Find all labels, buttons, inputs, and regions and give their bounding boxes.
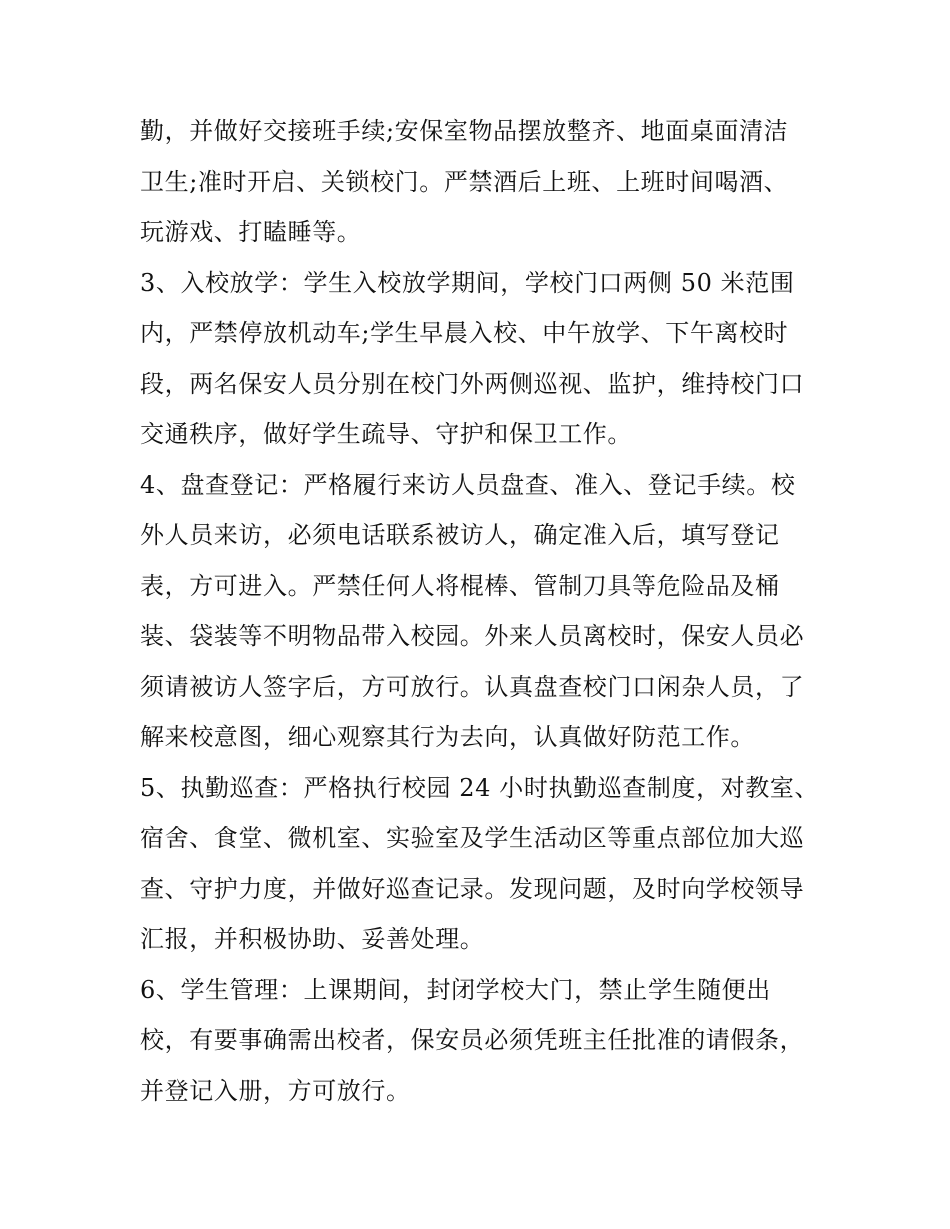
text-line: 卫生;准时开启、关锁校门。严禁酒后上班、上班时间喝酒、: [140, 167, 789, 196]
text-line: 解来校意图，细心观察其行为去向，认真做好防范工作。: [140, 723, 755, 751]
text-line: 段，两名保安人员分别在校门外两侧巡视、监护，维持校门口: [140, 369, 805, 398]
text-line: 勤，并做好交接班手续;安保室物品摆放整齐、地面桌面清洁: [140, 117, 789, 145]
text-line: 须请被访人签字后，方可放行。认真盘查校门口闲杂人员，了: [140, 672, 805, 701]
text-line: 5、执勤巡查：严格执行校园 24 小时执勤巡查制度，对教室、: [140, 773, 820, 802]
text-line: 4、盘查登记：严格履行来访人员盘查、准入、登记手续。校: [140, 470, 796, 499]
text-line: 汇报，并积极协助、妥善处理。: [140, 925, 485, 953]
text-line: 并登记入册，方可放行。: [140, 1076, 411, 1105]
text-line: 内，严禁停放机动车;学生早晨入校、中午放学、下午离校时: [140, 319, 789, 347]
text-line: 校，有要事确需出校者，保安员必须凭班主任批准的请假条，: [140, 1026, 805, 1054]
text-line: 宿舍、食堂、微机室、实验室及学生活动区等重点部位加大巡: [140, 824, 805, 852]
text-line: 外人员来访，必须电话联系被访人，确定准入后，填写登记: [140, 521, 780, 549]
text-line: 查、守护力度，并做好巡查记录。发现问题，及时向学校领导: [140, 874, 805, 903]
text-line: 6、学生管理：上课期间，封闭学校大门，禁止学生随便出: [140, 975, 771, 1004]
text-line: 装、袋装等不明物品带入校园。外来人员离校时，保安人员必: [140, 622, 805, 650]
document-body: [140, 106, 820, 1116]
text-line: 表，方可进入。严禁任何人将棍棒、管制刀具等危险品及桶: [140, 571, 780, 600]
text-line: 玩游戏、打瞌睡等。: [140, 218, 362, 246]
text-line: 交通秩序，做好学生疏导、守护和保卫工作。: [140, 420, 632, 448]
text-line: 3、入校放学：学生入校放学期间，学校门口两侧 50 米范围: [140, 268, 795, 297]
